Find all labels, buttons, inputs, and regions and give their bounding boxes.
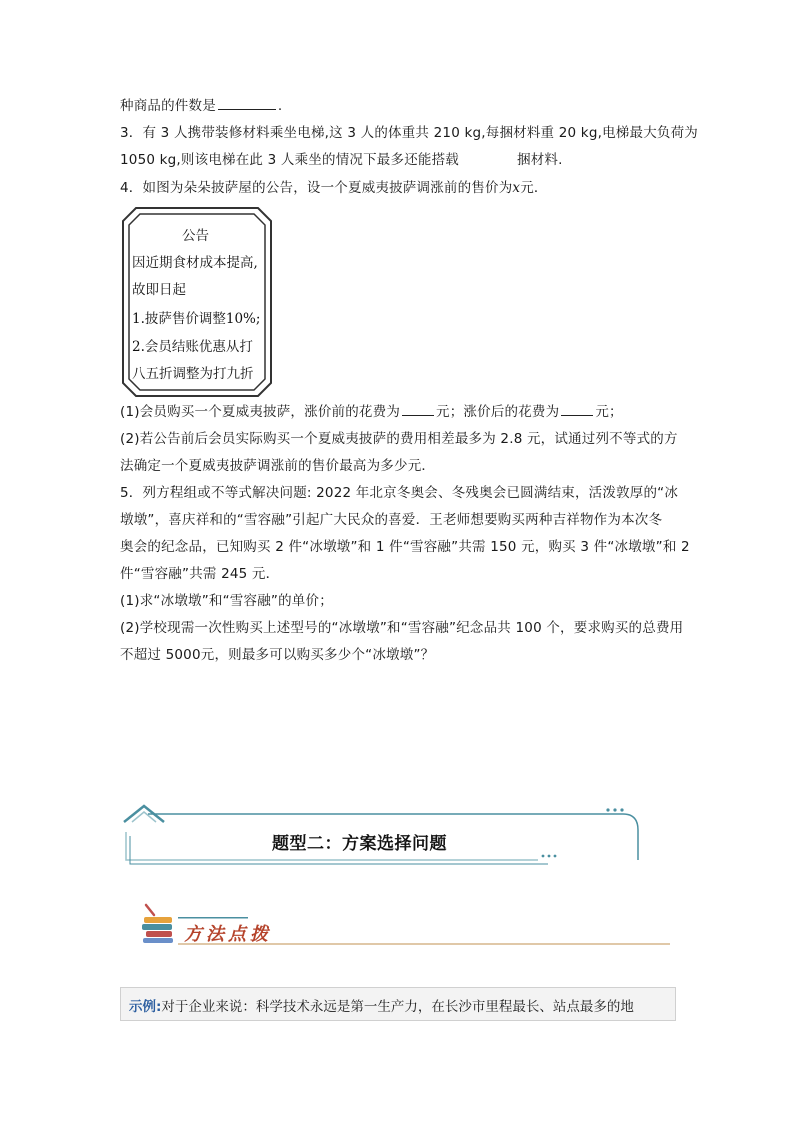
question-5-line-3: 奥会的纪念品，已知购买 2 件“冰墩墩”和 1 件“雪容融”共需 150 元，购买 3 件“冰墩墩”和 2 <box>120 539 690 555</box>
question-3-line-2-b: 捆材料. <box>517 152 563 168</box>
question-2-text: 种商品的件数是 <box>120 98 216 114</box>
question-5-line-1: 5．列方程组或不等式解决问题: 2022 年北京冬奥会、冬残奥会已圆满结束，活泼敦厚的“冰 <box>120 485 679 501</box>
notice-board <box>122 207 272 397</box>
question-4-intro-a: 4．如图为朵朵披萨屋的公告，设一个夏威夷披萨调涨前的售价为 <box>120 180 513 196</box>
notice-line-2: 故即日起 <box>132 282 186 298</box>
question-4-sub-1 <box>120 403 623 421</box>
answer-blank <box>218 97 276 110</box>
notice-line-5: 八五折调整为打九折 <box>132 366 254 382</box>
question-5-line-4: 件“雪容融”共需 245 元． <box>120 566 280 582</box>
question-3-line-2-a: 1050 kg,则该电梯在此 3 人乘坐的情况下最多还能搭载 <box>120 152 459 168</box>
question-5-sub-1: (1)求“冰墩墩”和“雪容融”的单价； <box>120 593 333 609</box>
question-3-line-1: 3．有 3 人携带装修材料乘坐电梯,这 3 人的体重共 210 kg,每捆材料重 20 kg,电梯最大负荷为 <box>120 125 698 141</box>
question-4-sub-1-c: 元； <box>595 404 623 420</box>
notice-line-3: 1.披萨售价调整10%; <box>132 311 261 327</box>
question-4-sub-2-line-2: 法确定一个夏威夷披萨调涨前的售价最高为多少元． <box>120 458 436 474</box>
question-4-intro <box>120 179 548 197</box>
variable-x: x <box>512 180 521 196</box>
question-4-sub-2-line-1: (2)若公告前后会员实际购买一个夏威夷披萨的费用相差最多为 2.8 元，试通过列不等式的方 <box>120 431 678 447</box>
example-text: 对于企业来说：科学技术永远是第一生产力，在长沙市里程最长、站点最多的地 <box>161 999 634 1015</box>
question-4-sub-1-b: 元；涨价后的花费为 <box>436 404 560 420</box>
question-4-intro-b: 元． <box>520 180 548 196</box>
answer-blank <box>561 403 593 416</box>
notice-line-1: 因近期食材成本提高, <box>132 255 258 271</box>
question-4-sub-1-a: (1)会员购买一个夏威夷披萨，涨价前的花费为 <box>120 404 401 420</box>
notice-title: 公告 <box>182 228 209 244</box>
example-line <box>129 995 634 1015</box>
question-5-line-2: 墩墩”，喜庆祥和的“雪容融”引起广大民众的喜爱．王老师想要购买两种吉祥物作为本次冬 <box>120 512 663 528</box>
question-3-line-2 <box>120 151 563 169</box>
question-5-sub-2-line-1: (2)学校现需一次性购买上述型号的“冰墩墩”和“雪容融”纪念品共 100 个，要求购买的总费用 <box>120 620 684 636</box>
question-2-tail <box>120 97 282 115</box>
notice-line-4: 2.会员结账优惠从打 <box>132 339 253 355</box>
example-label: 示例: <box>129 999 162 1015</box>
method-tips-label: 方法点拨 <box>184 924 272 945</box>
question-5-sub-2-line-2: 不超过 5000元，则最多可以购买多少个“冰墩墩”？ <box>120 647 435 663</box>
question-2-end: . <box>277 98 283 114</box>
answer-blank <box>402 403 434 416</box>
section-title: 题型二：方案选择问题 <box>272 834 447 854</box>
